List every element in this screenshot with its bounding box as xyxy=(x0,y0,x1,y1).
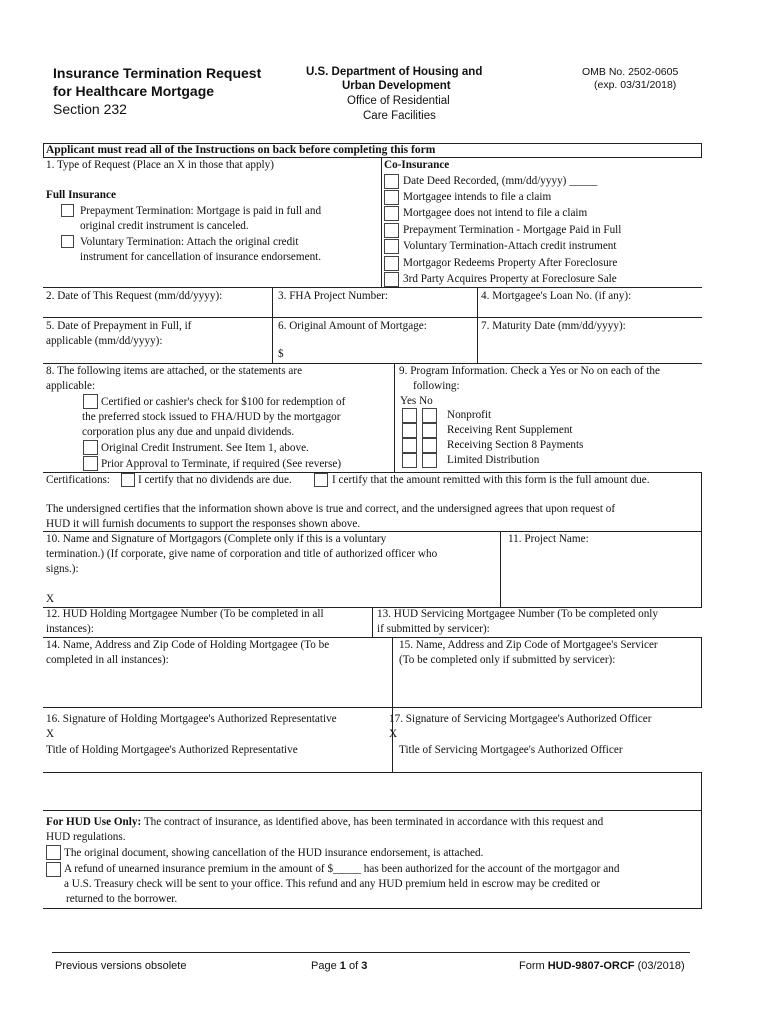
hud-use-heading: For HUD Use Only: xyxy=(46,816,142,828)
stock-redemption-label: Certified or cashier's check for $100 for redemption of xyxy=(101,396,346,408)
item8-label-2: applicable: xyxy=(46,380,96,392)
item5-label: 5. Date of Prepayment in Full, if xyxy=(46,320,192,332)
item13-label: 13. HUD Servicing Mortgagee Number (To be completed only xyxy=(377,608,659,620)
previous-versions-note: Previous versions obsolete xyxy=(55,960,187,972)
co-option-label: 3rd Party Acquires Property at Foreclosure Sale xyxy=(403,273,617,285)
item10-label-3: signs.): xyxy=(46,563,79,575)
item12-label-2: instances): xyxy=(46,623,94,635)
rent-supplement-no-checkbox[interactable] xyxy=(422,423,437,438)
no-dividends-label: I certify that no dividends are due. xyxy=(138,474,292,486)
item5-label-2: applicable (mm/dd/yyyy): xyxy=(46,335,163,347)
co-option-checkbox[interactable] xyxy=(384,223,399,238)
item11-label: 11. Project Name: xyxy=(508,533,589,545)
agency-line2: Urban Development xyxy=(342,80,451,92)
item10-label: 10. Name and Signature of Mortgagors (Complete only if this is a voluntary xyxy=(46,533,387,545)
form-id: HUD-9807-ORCF xyxy=(547,960,635,972)
prepayment-termination-checkbox[interactable] xyxy=(61,204,74,217)
form-number xyxy=(519,959,685,974)
instructions-banner: Applicant must read all of the Instructions on back before completing this form xyxy=(46,144,436,156)
item3-label: 3. FHA Project Number: xyxy=(278,290,389,302)
hud-use-statement: The contract of insurance, as identified above, has been terminated in accordance with this request and xyxy=(143,816,604,828)
co-option-label: Date Deed Recorded, (mm/dd/yyyy) _____ xyxy=(403,175,598,187)
co-option-checkbox[interactable] xyxy=(384,206,399,221)
page-prefix: Page xyxy=(311,960,337,972)
co-option-label: Prepayment Termination - Mortgage Paid in Full xyxy=(403,224,622,236)
co-option-checkbox[interactable] xyxy=(384,272,399,287)
hud-use-statement-2: HUD regulations. xyxy=(46,831,126,843)
servicing-signature-mark[interactable]: X xyxy=(389,728,398,740)
page-of: of xyxy=(348,960,359,972)
cancellation-attached-label: The original document, showing cancellation of the HUD insurance endorsement, is attached. xyxy=(64,847,484,859)
stock-redemption-checkbox[interactable] xyxy=(83,394,98,409)
agency-line1: U.S. Department of Housing and xyxy=(306,66,483,78)
holding-signature-mark[interactable]: X xyxy=(46,728,55,740)
voluntary-termination-label: Voluntary Termination: Attach the original credit xyxy=(80,236,299,248)
item12-label: 12. HUD Holding Mortgagee Number (To be completed in all xyxy=(46,608,324,620)
item9-label: 9. Program Information. Check a Yes or No on each of the xyxy=(399,365,660,377)
item13-label-2: if submitted by servicer): xyxy=(377,623,490,635)
full-insurance-heading: Full Insurance xyxy=(46,189,116,201)
hud-use-text xyxy=(46,815,603,830)
certifications-label: Certifications: xyxy=(46,474,111,486)
item10-label-2: termination.) (If corporate, give name of corporation and title of authorized officer who xyxy=(46,548,438,560)
co-option-label: Voluntary Termination-Attach credit instrument xyxy=(403,240,617,252)
nonprofit-no-checkbox[interactable] xyxy=(422,408,437,423)
office-line1: Office of Residential xyxy=(347,95,450,107)
item8-label: 8. The following items are attached, or the statements are xyxy=(46,365,303,377)
co-option-checkbox[interactable] xyxy=(384,256,399,271)
form-title-line1: Insurance Termination Request xyxy=(53,65,262,81)
credit-instrument-label: Original Credit Instrument. See Item 1, above. xyxy=(101,442,309,454)
program-label: Limited Distribution xyxy=(447,454,540,466)
item2-label: 2. Date of This Request (mm/dd/yyyy): xyxy=(46,290,223,302)
premium-refund-checkbox[interactable] xyxy=(46,862,61,877)
section8-yes-checkbox[interactable] xyxy=(402,438,417,453)
form-date: (03/2018) xyxy=(637,960,685,972)
premium-refund-label-2: a U.S. Treasury check will be sent to your office. This refund and any HUD premium held in escrow may be credited or xyxy=(64,878,601,890)
mortgagor-signature-mark[interactable]: X xyxy=(46,593,55,605)
page-total: 3 xyxy=(361,960,368,972)
nonprofit-yes-checkbox[interactable] xyxy=(402,408,417,423)
omb-expiration: (exp. 03/31/2018) xyxy=(594,79,677,91)
program-label: Receiving Section 8 Payments xyxy=(447,439,584,451)
limited-distribution-no-checkbox[interactable] xyxy=(422,453,437,468)
premium-refund-label-3: returned to the borrower. xyxy=(66,893,178,905)
item1-label: 1. Type of Request (Place an X in those that apply) xyxy=(46,159,274,171)
yes-no-header: Yes No xyxy=(400,395,433,407)
footer-rule xyxy=(52,952,690,953)
item4-label: 4. Mortgagee's Loan No. (if any): xyxy=(481,290,632,302)
form-prefix: Form xyxy=(519,960,545,972)
co-insurance-heading: Co-Insurance xyxy=(384,159,450,171)
item6-label: 6. Original Amount of Mortgage: xyxy=(278,320,427,332)
item14-label-2: completed in all instances): xyxy=(46,654,169,666)
stock-redemption-label-3: corporation plus any due and unpaid dividends. xyxy=(82,426,295,438)
prepayment-termination-label-2: original credit instrument is canceled. xyxy=(80,220,249,232)
prior-approval-checkbox[interactable] xyxy=(83,456,98,471)
page-indicator xyxy=(311,959,367,974)
co-option-label: Mortgagor Redeems Property After Foreclosure xyxy=(403,257,618,269)
item15-label-2: (To be completed only if submitted by servicer): xyxy=(399,654,616,666)
co-option-checkbox[interactable] xyxy=(384,239,399,254)
co-option-checkbox[interactable] xyxy=(384,174,399,189)
no-dividends-checkbox[interactable] xyxy=(121,473,135,487)
item6-currency: $ xyxy=(278,348,284,360)
rent-supplement-yes-checkbox[interactable] xyxy=(402,423,417,438)
section8-no-checkbox[interactable] xyxy=(422,438,437,453)
credit-instrument-checkbox[interactable] xyxy=(83,440,98,455)
prior-approval-label: Prior Approval to Terminate, if required (See reverse) xyxy=(101,458,342,470)
office-line2: Care Facilities xyxy=(363,110,436,122)
co-option-label: Mortgagee does not intend to file a claim xyxy=(403,207,588,219)
voluntary-termination-checkbox[interactable] xyxy=(61,235,74,248)
item16-label: 16. Signature of Holding Mortgagee's Authorized Representative xyxy=(46,713,337,725)
item16-title-label: Title of Holding Mortgagee's Authorized Representative xyxy=(46,744,298,756)
program-label: Receiving Rent Supplement xyxy=(447,424,573,436)
form-section: Section 232 xyxy=(53,101,127,117)
premium-refund-label: A refund of unearned insurance premium in the amount of $_____ has been authorized for the account of the mortgagor and xyxy=(64,863,620,875)
full-amount-checkbox[interactable] xyxy=(314,473,328,487)
program-label: Nonprofit xyxy=(447,409,492,421)
item15-label: 15. Name, Address and Zip Code of Mortgagee's Servicer xyxy=(399,639,658,651)
limited-distribution-yes-checkbox[interactable] xyxy=(402,453,417,468)
omb-number: OMB No. 2502-0605 xyxy=(582,66,679,78)
full-amount-label: I certify that the amount remitted with this form is the full amount due. xyxy=(332,474,650,486)
item14-label: 14. Name, Address and Zip Code of Holding Mortgagee (To be xyxy=(46,639,330,651)
form-title-line2: for Healthcare Mortgage xyxy=(53,83,215,99)
item7-label: 7. Maturity Date (mm/dd/yyyy): xyxy=(481,320,626,332)
item9-label-2: following: xyxy=(413,380,460,392)
prepayment-termination-label: Prepayment Termination: Mortgage is paid in full and xyxy=(80,205,322,217)
co-option-checkbox[interactable] xyxy=(384,190,399,205)
cancellation-attached-checkbox[interactable] xyxy=(46,845,61,860)
item17-title-label: Title of Servicing Mortgagee's Authorized Officer xyxy=(399,744,623,756)
item17-label: 17. Signature of Servicing Mortgagee's Authorized Officer xyxy=(389,713,652,725)
co-option-label: Mortgagee intends to file a claim xyxy=(403,191,552,203)
voluntary-termination-label-2: instrument for cancellation of insurance endorsement. xyxy=(80,251,322,263)
page-number: 1 xyxy=(339,960,346,972)
stock-redemption-label-2: the preferred stock issued to FHA/HUD by the mortgagor xyxy=(82,411,341,423)
certification-statement: The undersigned certifies that the information shown above is true and correct, and the undersigned agrees that upon request of xyxy=(46,503,616,515)
certification-statement-2: HUD it will furnish documents to support the responses shown above. xyxy=(46,518,361,530)
